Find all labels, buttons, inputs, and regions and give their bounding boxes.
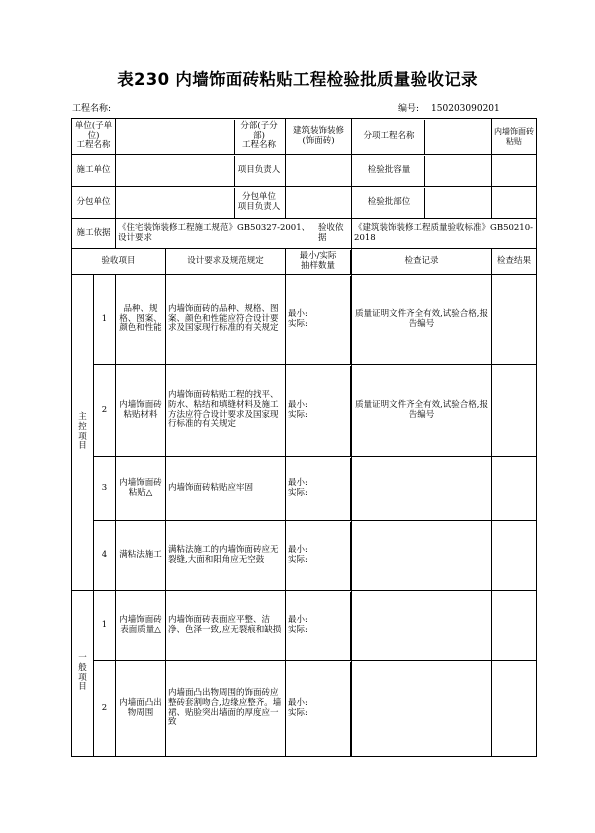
construction-unit-value[interactable] [118,156,235,186]
item-number: 4 [94,521,116,591]
item-record[interactable] [352,521,492,591]
item-name: 内墙饰面砖粘贴△ [116,457,166,521]
subitem-label: 分项工程名称 [354,120,425,154]
item-requirement: 内墙饰面砖粘贴应牢固 [166,457,286,521]
sample-min-label: 最小: [288,308,308,319]
batch-capacity-value[interactable] [492,155,537,187]
subdiv-value: 建筑装饰装修(饰面砖) [286,119,352,155]
item-name: 内墙饰面砖表面质量△ [116,591,166,661]
group-label-char: 控 [78,421,87,432]
item-requirement: 内墙饰面砖粘贴工程的找平、防水、粘结和填缝材料及施工方法应符合设计要求及国家现行标准的有关规定 [166,365,286,457]
unit-value-cell[interactable] [118,120,235,154]
item-requirement: 内墙面凸出物周围的饰面砖应整砖套割吻合,边缘应整齐。墙裙、贴脸突出墙面的厚度应一致 [166,661,286,757]
item-sample [286,661,352,757]
number-value: 150203090201 [431,104,500,114]
subdiv-label: 分部(子分部) 工程名称 [240,120,278,151]
unit-label: 单位(子单位) 工程名称 [72,119,116,155]
basis-value [116,219,352,249]
col-item-header: 验收项目 [72,249,166,275]
page-title: 表230 内墙饰面砖粘贴工程检验批质量验收记录 [117,70,478,89]
acceptance-basis-value: 《建筑装饰装修工程质量验收标准》GB50210-2018 [352,219,537,249]
construction-unit-label: 施工单位 [72,155,116,187]
header-row-construction [72,155,537,187]
sample-actual-label: 实际: [288,409,308,420]
item-result[interactable] [492,521,537,591]
sample-min-label: 最小: [288,477,308,488]
basis-value-text: 《住宅装饰装修工程施工规范》GB50327-2001、设计要求 [118,222,311,243]
sample-min-label: 最小: [288,544,308,555]
group-label-char: 项 [78,672,87,683]
item-result[interactable] [492,591,537,661]
item-record[interactable]: 质量证明文件齐全有效,试验合格,报告编号 [352,365,492,457]
col-sample-header: 最小/实际 抽样数量 [286,250,351,274]
item-sample [286,591,352,661]
basis-label: 施工依据 [72,219,116,249]
item-number: 2 [94,365,116,457]
item-record[interactable] [352,661,492,757]
sample-min-label: 最小: [288,614,308,625]
item-result[interactable] [492,457,537,521]
sample-actual-label: 实际: [288,554,308,565]
sample-header-cell [286,249,352,275]
item-result[interactable] [492,365,537,457]
batch-capacity-label: 检验批容量 [354,156,425,186]
col-requirement-header: 设计要求及规范规定 [166,249,286,275]
header-row-subcontract [72,187,537,219]
table-row [72,661,537,757]
subcontract-row [116,187,286,219]
item-name: 内墙饰面砖粘贴材料 [116,365,166,457]
group-label-char: 主 [78,411,87,422]
batch-capacity-cell [352,155,492,187]
item-requirement: 满粘法施工的内墙饰面砖应无裂缝,大面和阳角应无空鼓 [166,521,286,591]
project-lead-value[interactable] [286,155,352,187]
sample-actual-label: 实际: [288,318,308,329]
project-name-label: 工程名称: [72,104,112,114]
item-number: 1 [94,275,116,365]
item-number: 1 [94,591,116,661]
number-field [398,101,500,114]
general-group-label [72,591,94,757]
column-header-row [72,249,537,275]
sample-min-label: 最小: [288,399,308,410]
item-requirement: 内墙饰面砖的品种、规格、图案、颜色和性能应符合设计要求及国家现行标准的有关规定 [166,275,286,365]
subitem-value: 内墙饰面砖粘贴 [492,119,537,155]
project-lead-label: 项目负责人 [237,164,281,175]
item-number: 2 [94,661,116,757]
item-record[interactable]: 质量证明文件齐全有效,试验合格,报告编号 [352,275,492,365]
sample-actual-label: 实际: [288,624,308,635]
item-sample [286,275,352,365]
item-record[interactable] [352,457,492,521]
construction-unit-row [116,155,286,187]
main-control-group-label [72,275,94,591]
batch-location-value[interactable] [492,187,537,219]
subcontract-lead-label: 分包单位 项目负责人 [237,191,281,212]
batch-location-cell [352,187,492,219]
group-label-char: 般 [78,662,87,673]
item-sample [286,521,352,591]
item-result[interactable] [492,661,537,757]
table-row [72,591,537,661]
item-record[interactable] [352,591,492,661]
table-row [72,365,537,457]
item-number: 3 [94,457,116,521]
item-name: 品种、规格、图案、颜色和性能 [116,275,166,365]
item-sample [286,457,352,521]
header-row-unit [72,119,537,155]
item-requirement: 内墙饰面砖表面应平整、洁净、色泽一致,应无裂痕和缺损 [166,591,286,661]
sample-min-label: 最小: [288,697,308,708]
item-name: 内墙面凸出物周围 [116,661,166,757]
group-label-char: 一 [78,652,87,663]
table-row [72,275,537,365]
acceptance-basis-label: 验收依据 [318,222,344,243]
number-label: 编号: [398,104,420,114]
item-result[interactable] [492,275,537,365]
table-row [72,521,537,591]
subcontract-value[interactable] [118,188,235,218]
col-record-header-text: 检查记录 [404,255,439,266]
group-label-char: 项 [78,431,87,442]
sample-actual-label: 实际: [288,487,308,498]
sample-actual-label: 实际: [288,707,308,718]
header-row-basis [72,219,537,249]
acceptance-form-table [71,118,537,757]
batch-location-label: 检验批部位 [354,188,425,218]
group-label-char: 目 [78,682,87,693]
item-sample [286,365,352,457]
table-row [72,457,537,521]
col-record-header [352,249,492,275]
item-name: 满粘法施工 [116,521,166,591]
subcontract-lead-value[interactable] [286,187,352,219]
col-result-header: 检查结果 [492,249,537,275]
subitem-cell [352,119,492,155]
subcontract-label: 分包单位 [72,187,116,219]
group-label-char: 目 [78,441,87,452]
unit-value[interactable] [116,119,286,155]
